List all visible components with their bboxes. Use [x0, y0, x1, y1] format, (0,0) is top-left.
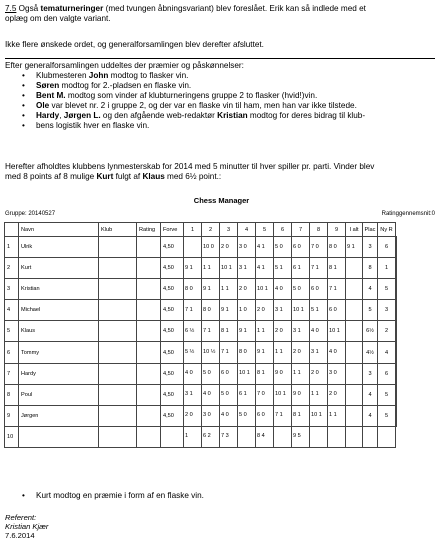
- round-result-cell: 9 1: [184, 258, 202, 279]
- table-row: [5, 384, 397, 405]
- round-result-cell: 8 0: [238, 342, 256, 363]
- column-header: 6: [274, 223, 292, 237]
- round-result-cell: 2 0: [238, 279, 256, 300]
- column-header: Ny R: [378, 223, 396, 237]
- player-expected-score: 4,50: [161, 321, 184, 342]
- column-header: Rating: [137, 223, 161, 237]
- round-result-cell: 8 4: [256, 426, 274, 447]
- intro-line-3: Ikke flere ønskede ordet, og generalforsamlingen blev derefter afsluttet.: [5, 40, 264, 49]
- round-result-cell: 3 1: [238, 258, 256, 279]
- player-club: [99, 258, 137, 279]
- chess-manager-title: Chess Manager: [193, 196, 250, 205]
- player-placement: 3: [378, 300, 396, 321]
- table-row: [5, 405, 397, 426]
- round-result-cell: [346, 279, 363, 300]
- round-result-cell: 8 1: [220, 321, 238, 342]
- signature-date: 7.6.2014: [5, 531, 35, 540]
- player-expected-score: 4,50: [161, 405, 184, 426]
- round-result-cell: 9 1: [220, 300, 238, 321]
- round-result-cell: 10 1: [274, 384, 292, 405]
- round-result-cell: 6 0: [256, 405, 274, 426]
- round-result-cell: 10 1: [220, 258, 238, 279]
- player-total: 4½: [363, 342, 378, 363]
- player-new-rating: [396, 363, 397, 384]
- round-result-cell: [310, 426, 328, 447]
- round-result-cell: 5 ½: [184, 342, 202, 363]
- table-row: [5, 237, 397, 258]
- round-result-cell: 1 1: [328, 405, 346, 426]
- player-name: Hardy: [19, 363, 99, 384]
- player-expected-score: 4,50: [161, 300, 184, 321]
- player-new-rating: [396, 279, 397, 300]
- player-total: 3: [363, 237, 378, 258]
- round-result-cell: 8 1: [292, 405, 310, 426]
- round-result-cell: 3 1: [310, 342, 328, 363]
- blitz-line-1: Herefter afholdtes klubbens lynmesterskab for 2014 med 5 minutter til hver spiller pr. parti. Vinder blev: [5, 162, 375, 171]
- round-result-cell: 7 1: [220, 342, 238, 363]
- player-rating: [137, 258, 161, 279]
- round-result-cell: 10 1: [256, 279, 274, 300]
- round-result-cell: 4 1: [256, 258, 274, 279]
- round-result-cell: 1: [184, 426, 202, 447]
- referent-name: Kristian Kjær: [5, 522, 49, 531]
- player-new-rating: [396, 258, 397, 279]
- table-header-row: [5, 223, 397, 237]
- player-total: 6½: [363, 321, 378, 342]
- player-placement: 5: [378, 405, 396, 426]
- round-result-cell: 8 0: [328, 237, 346, 258]
- player-placement: 4: [378, 342, 396, 363]
- round-result-cell: 8 0: [184, 279, 202, 300]
- round-result-cell: 2 0: [310, 363, 328, 384]
- round-result-cell: [346, 258, 363, 279]
- player-placement: 1: [378, 258, 396, 279]
- round-result-cell: 6 1: [292, 258, 310, 279]
- player-name: Kristian: [19, 279, 99, 300]
- round-result-cell: 4 0: [328, 342, 346, 363]
- player-expected-score: 4,50: [161, 363, 184, 384]
- player-name: Poul: [19, 384, 99, 405]
- round-result-cell: 6 ½: [184, 321, 202, 342]
- round-result-cell: 1 1: [256, 321, 274, 342]
- table-row: [5, 342, 397, 363]
- column-header: 3: [220, 223, 238, 237]
- round-result-cell: 10 1: [238, 363, 256, 384]
- group-label: Gruppe: 20140527: [5, 211, 56, 217]
- round-result-cell: 9 1: [346, 237, 363, 258]
- player-number: 5: [5, 321, 19, 342]
- round-result-cell: 4 0: [184, 363, 202, 384]
- round-result-cell: 1 1: [310, 384, 328, 405]
- round-result-cell: 7 1: [328, 279, 346, 300]
- list-item: • Søren modtog for 2.-pladsen en flaske vin.: [22, 81, 365, 91]
- referent-label: Referent:: [5, 513, 37, 522]
- round-result-cell: 1 1: [202, 258, 220, 279]
- round-result-cell: 2 0: [220, 237, 238, 258]
- round-result-cell: 2 0: [184, 405, 202, 426]
- round-result-cell: 3 0: [328, 363, 346, 384]
- round-result-cell: 5 0: [292, 279, 310, 300]
- player-total: 3: [363, 363, 378, 384]
- player-total: 4: [363, 279, 378, 300]
- round-result-cell: [346, 384, 363, 405]
- intro-line-1: 7.5 Også tematurneringer (med tvungen åbningsvariant) blev foreslået. Erik kan så indlede med et: [5, 4, 366, 13]
- round-result-cell: 4 1: [256, 237, 274, 258]
- round-result-cell: 6 0: [328, 300, 346, 321]
- round-result-cell: [238, 426, 256, 447]
- player-new-rating: [396, 384, 397, 405]
- player-total: 8: [363, 258, 378, 279]
- player-expected-score: 4,50: [161, 237, 184, 258]
- round-result-cell: 3 0: [238, 237, 256, 258]
- player-new-rating: [396, 321, 397, 342]
- round-result-cell: 5 0: [274, 237, 292, 258]
- round-result-cell: 5 0: [202, 363, 220, 384]
- player-number: 9: [5, 405, 19, 426]
- player-total: 4: [363, 384, 378, 405]
- player-placement: 6: [378, 237, 396, 258]
- round-result-cell: 9 5: [292, 426, 310, 447]
- round-result-cell: 9 0: [274, 363, 292, 384]
- round-result-cell: 10 1: [310, 405, 328, 426]
- round-result-cell: 1 1: [274, 342, 292, 363]
- player-rating: [137, 300, 161, 321]
- player-total: [346, 426, 363, 447]
- list-item: • Klubmesteren John modtog to flasker vin.: [22, 71, 365, 81]
- player-name: Tommy: [19, 342, 99, 363]
- player-rating: [137, 237, 161, 258]
- round-result-cell: 5 0: [220, 384, 238, 405]
- player-placement: 6: [378, 363, 396, 384]
- player-rating: [137, 405, 161, 426]
- player-rating: [137, 321, 161, 342]
- table-row: [5, 279, 397, 300]
- player-number: 1: [5, 237, 19, 258]
- table-row: [5, 321, 397, 342]
- round-result-cell: [346, 321, 363, 342]
- player-expected-score: 4,50: [161, 258, 184, 279]
- section-number: 7.5: [5, 4, 17, 13]
- player-new-rating: [396, 237, 397, 258]
- player-expected-score: 4,50: [161, 342, 184, 363]
- round-result-cell: 2 0: [256, 300, 274, 321]
- round-result-cell: 6 1: [238, 384, 256, 405]
- round-result-cell: 1 1: [292, 363, 310, 384]
- player-number: 6: [5, 342, 19, 363]
- prizes-heading: Efter generalforsamlingen uddeltes der præmier og påskønnelser:: [5, 61, 244, 70]
- round-result-cell: 9 1: [202, 279, 220, 300]
- table-row: [5, 258, 397, 279]
- player-rating: [137, 342, 161, 363]
- player-name: Jørgen: [19, 405, 99, 426]
- round-result-cell: [346, 342, 363, 363]
- column-header: Plac: [363, 223, 378, 237]
- round-result-cell: 10 1: [328, 321, 346, 342]
- column-header: 1: [184, 223, 202, 237]
- round-result-cell: [274, 426, 292, 447]
- player-new-rating: [396, 405, 397, 426]
- player-new-rating: [396, 300, 397, 321]
- column-header: Klub: [99, 223, 137, 237]
- player-club: [99, 321, 137, 342]
- list-item: • Kurt modtog en præmie i form af en flaske vin.: [22, 491, 204, 501]
- round-result-cell: 3 1: [292, 321, 310, 342]
- crosstable: [4, 222, 397, 448]
- blitz-line-2: med 8 points af 8 mulige Kurt fulgt af Klaus med 6½ point.:: [5, 172, 222, 181]
- column-header: 5: [256, 223, 274, 237]
- round-result-cell: 10 0: [202, 237, 220, 258]
- column-header: 7: [292, 223, 310, 237]
- table-row: [5, 363, 397, 384]
- player-number: 2: [5, 258, 19, 279]
- round-result-cell: 9 0: [292, 384, 310, 405]
- player-club: [99, 384, 137, 405]
- column-header: 4: [238, 223, 256, 237]
- player-expected-score: 4,50: [161, 384, 184, 405]
- round-result-cell: 5 1: [274, 258, 292, 279]
- round-result-cell: 1 0: [238, 300, 256, 321]
- player-rating: [137, 363, 161, 384]
- player-rating: [137, 426, 161, 447]
- round-result-cell: [346, 405, 363, 426]
- intro-line-2: oplæg om den valgte variant.: [5, 14, 111, 23]
- table-row: [5, 426, 397, 447]
- column-header: I alt: [346, 223, 363, 237]
- round-result-cell: 2 0: [328, 384, 346, 405]
- player-club: [99, 279, 137, 300]
- round-result-cell: 5 0: [238, 405, 256, 426]
- list-item: • Hardy, Jørgen L. og den afgående web-redaktør Kristian modtog for deres bidrag til klub-: [22, 111, 365, 121]
- round-result-cell: [328, 426, 346, 447]
- player-club: [99, 363, 137, 384]
- round-result-cell: 8 1: [328, 258, 346, 279]
- round-result-cell: 3 1: [184, 384, 202, 405]
- list-item: • Ole var blevet nr. 2 i gruppe 2, og der var en flaske vin til ham, men han var ikke tilstede.: [22, 101, 365, 111]
- round-result-cell: 5 1: [310, 300, 328, 321]
- player-name: [19, 426, 99, 447]
- player-name: Ulrik: [19, 237, 99, 258]
- round-result-cell: [184, 237, 202, 258]
- column-header: 8: [310, 223, 328, 237]
- column-header: Navn: [19, 223, 99, 237]
- round-result-cell: 3 1: [274, 300, 292, 321]
- player-expected-score: [161, 426, 184, 447]
- player-expected-score: 4,50: [161, 279, 184, 300]
- round-result-cell: 4 0: [220, 405, 238, 426]
- round-result-cell: 6 2: [202, 426, 220, 447]
- round-result-cell: 2 0: [292, 342, 310, 363]
- player-name: Michael: [19, 300, 99, 321]
- round-result-cell: 3 0: [202, 405, 220, 426]
- column-header: [5, 223, 19, 237]
- player-new-rating: [396, 342, 397, 363]
- player-club: [99, 426, 137, 447]
- round-result-cell: 1 1: [220, 279, 238, 300]
- round-result-cell: 8 1: [256, 363, 274, 384]
- player-club: [99, 342, 137, 363]
- divider: [5, 58, 435, 59]
- round-result-cell: 6 0: [220, 363, 238, 384]
- player-rating: [137, 279, 161, 300]
- player-total: 4: [363, 405, 378, 426]
- round-result-cell: 7 1: [202, 321, 220, 342]
- prizes-list: [22, 71, 365, 131]
- rating-average-label: Ratinggennemsnit:0: [381, 211, 435, 217]
- player-number: 8: [5, 384, 19, 405]
- player-club: [99, 237, 137, 258]
- player-new-rating: [378, 426, 396, 447]
- player-name: Kurt: [19, 258, 99, 279]
- round-result-cell: 9 1: [256, 342, 274, 363]
- player-club: [99, 300, 137, 321]
- round-result-cell: 2 0: [274, 321, 292, 342]
- column-header: Forve: [161, 223, 184, 237]
- table-row: [5, 300, 397, 321]
- list-item: • Bent M. modtog som vinder af klubturneringens gruppe 2 to flasker (hvid!)vin.: [22, 91, 365, 101]
- round-result-cell: 10 1: [292, 300, 310, 321]
- round-result-cell: 10 ½: [202, 342, 220, 363]
- round-result-cell: 7 3: [220, 426, 238, 447]
- player-total: 5: [363, 300, 378, 321]
- round-result-cell: 7 1: [310, 258, 328, 279]
- round-result-cell: 7 0: [310, 237, 328, 258]
- round-result-cell: 7 0: [256, 384, 274, 405]
- player-placement: 5: [378, 279, 396, 300]
- column-header: 9: [328, 223, 346, 237]
- round-result-cell: 4 0: [274, 279, 292, 300]
- tematurneringer-term: tematurneringer: [40, 4, 104, 13]
- player-number: 3: [5, 279, 19, 300]
- round-result-cell: 6 0: [310, 279, 328, 300]
- round-result-cell: 7 1: [274, 405, 292, 426]
- round-result-cell: [346, 300, 363, 321]
- round-result-cell: 4 0: [202, 384, 220, 405]
- column-header: 2: [202, 223, 220, 237]
- player-placement: 2: [378, 321, 396, 342]
- round-result-cell: 8 0: [202, 300, 220, 321]
- round-result-cell: 9 1: [238, 321, 256, 342]
- list-item-continuation: • bens logistik hver en flaske vin.: [22, 121, 365, 131]
- player-number: 7: [5, 363, 19, 384]
- player-placement: [363, 426, 378, 447]
- player-name: Klaus: [19, 321, 99, 342]
- player-rating: [137, 384, 161, 405]
- player-number: 10: [5, 426, 19, 447]
- after-list: [22, 491, 204, 501]
- player-club: [99, 405, 137, 426]
- round-result-cell: 4 0: [310, 321, 328, 342]
- round-result-cell: 6 0: [292, 237, 310, 258]
- player-placement: 5: [378, 384, 396, 405]
- round-result-cell: [346, 363, 363, 384]
- player-number: 4: [5, 300, 19, 321]
- round-result-cell: 7 1: [184, 300, 202, 321]
